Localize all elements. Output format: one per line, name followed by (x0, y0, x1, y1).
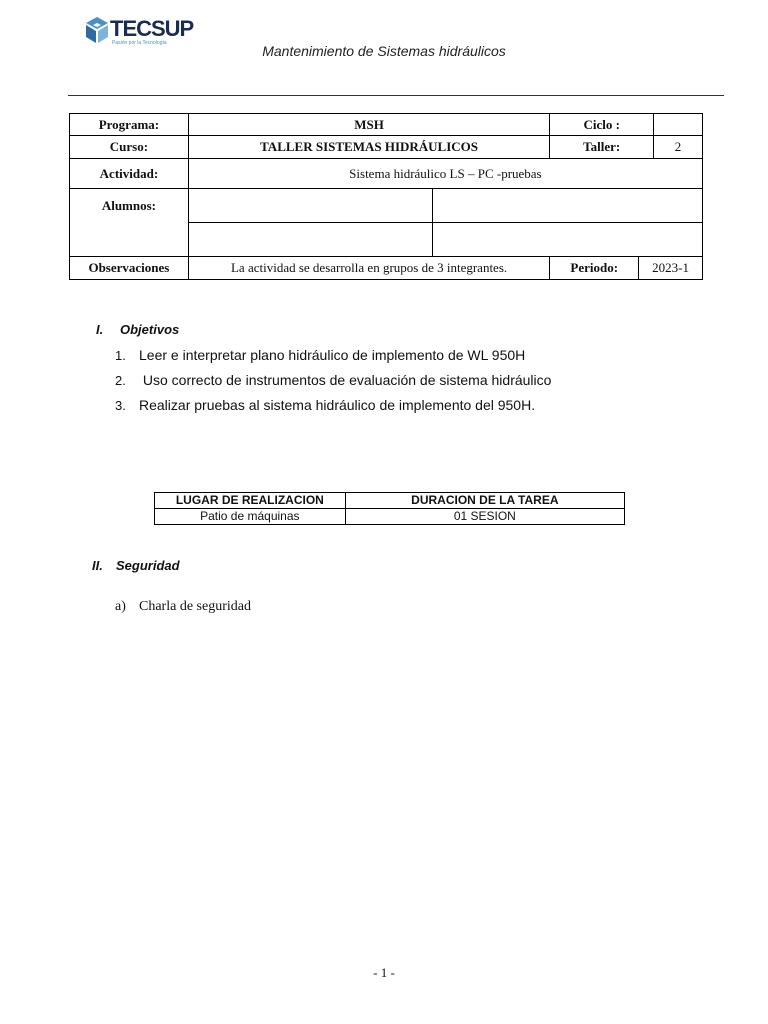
periodo-label: Periodo: (550, 257, 639, 280)
lugar-value: Patio de máquinas (155, 509, 346, 525)
list-item-letter: a) (115, 599, 126, 614)
actividad-label: Actividad: (70, 159, 189, 189)
logo-wordmark: TECSUP (110, 16, 194, 41)
section-number: II. (92, 558, 103, 573)
tecsup-logo-mark-icon (84, 16, 110, 44)
logo-tagline: Pasión por la Tecnología (112, 40, 167, 46)
lugar-duracion-table (154, 492, 625, 525)
alumno-name-field (433, 223, 703, 257)
alumno-name-field (188, 189, 433, 223)
taller-label: Taller: (550, 136, 654, 159)
section-seguridad-heading (92, 558, 180, 573)
list-item-text: Uso correcto de instrumentos de evaluación de sistema hidráulico (139, 372, 552, 388)
curso-label: Curso: (70, 136, 189, 159)
list-item (115, 345, 551, 370)
list-item-number: 1. (115, 348, 126, 363)
lugar-header: LUGAR DE REALIZACION (155, 493, 346, 509)
document-header-title: Mantenimiento de Sistemas hidráulicos (262, 43, 506, 59)
programa-label: Programa: (70, 114, 189, 136)
duracion-value: 01 SESION (345, 509, 624, 525)
curso-value: TALLER SISTEMAS HIDRÁULICOS (188, 136, 550, 159)
alumnos-label: Alumnos: (70, 189, 189, 257)
seguridad-list-item (115, 599, 251, 615)
page-number: - 1 - (373, 965, 395, 980)
list-item-number: 3. (115, 398, 126, 413)
alumno-name-field (188, 223, 433, 257)
section-title: Objetivos (120, 322, 180, 337)
section-title: Seguridad (116, 558, 180, 573)
actividad-value: Sistema hidráulico LS – PC -pruebas (188, 159, 702, 189)
taller-value: 2 (654, 136, 703, 159)
observaciones-value: La actividad se desarrolla en grupos de 3 integrantes. (188, 257, 550, 280)
list-item-number: 2. (115, 373, 126, 388)
list-item (115, 370, 551, 395)
ciclo-value (654, 114, 703, 136)
objetivos-list (115, 345, 551, 420)
list-item (115, 395, 551, 420)
header-divider (68, 95, 724, 96)
duracion-header: DURACION DE LA TAREA (345, 493, 624, 509)
list-item-text: Charla de seguridad (139, 599, 251, 614)
list-item-text: Realizar pruebas al sistema hidráulico de implemento del 950H. (139, 397, 536, 413)
list-item-text: Leer e interpretar plano hidráulico de implemento de WL 950H (139, 347, 526, 363)
observaciones-label: Observaciones (70, 257, 189, 280)
periodo-value: 2023-1 (639, 257, 703, 280)
ciclo-label: Ciclo : (550, 114, 654, 136)
course-info-table (69, 113, 703, 280)
section-number: I. (96, 322, 104, 337)
programa-value: MSH (188, 114, 550, 136)
section-objetivos-heading (96, 322, 179, 337)
alumno-name-field (433, 189, 703, 223)
